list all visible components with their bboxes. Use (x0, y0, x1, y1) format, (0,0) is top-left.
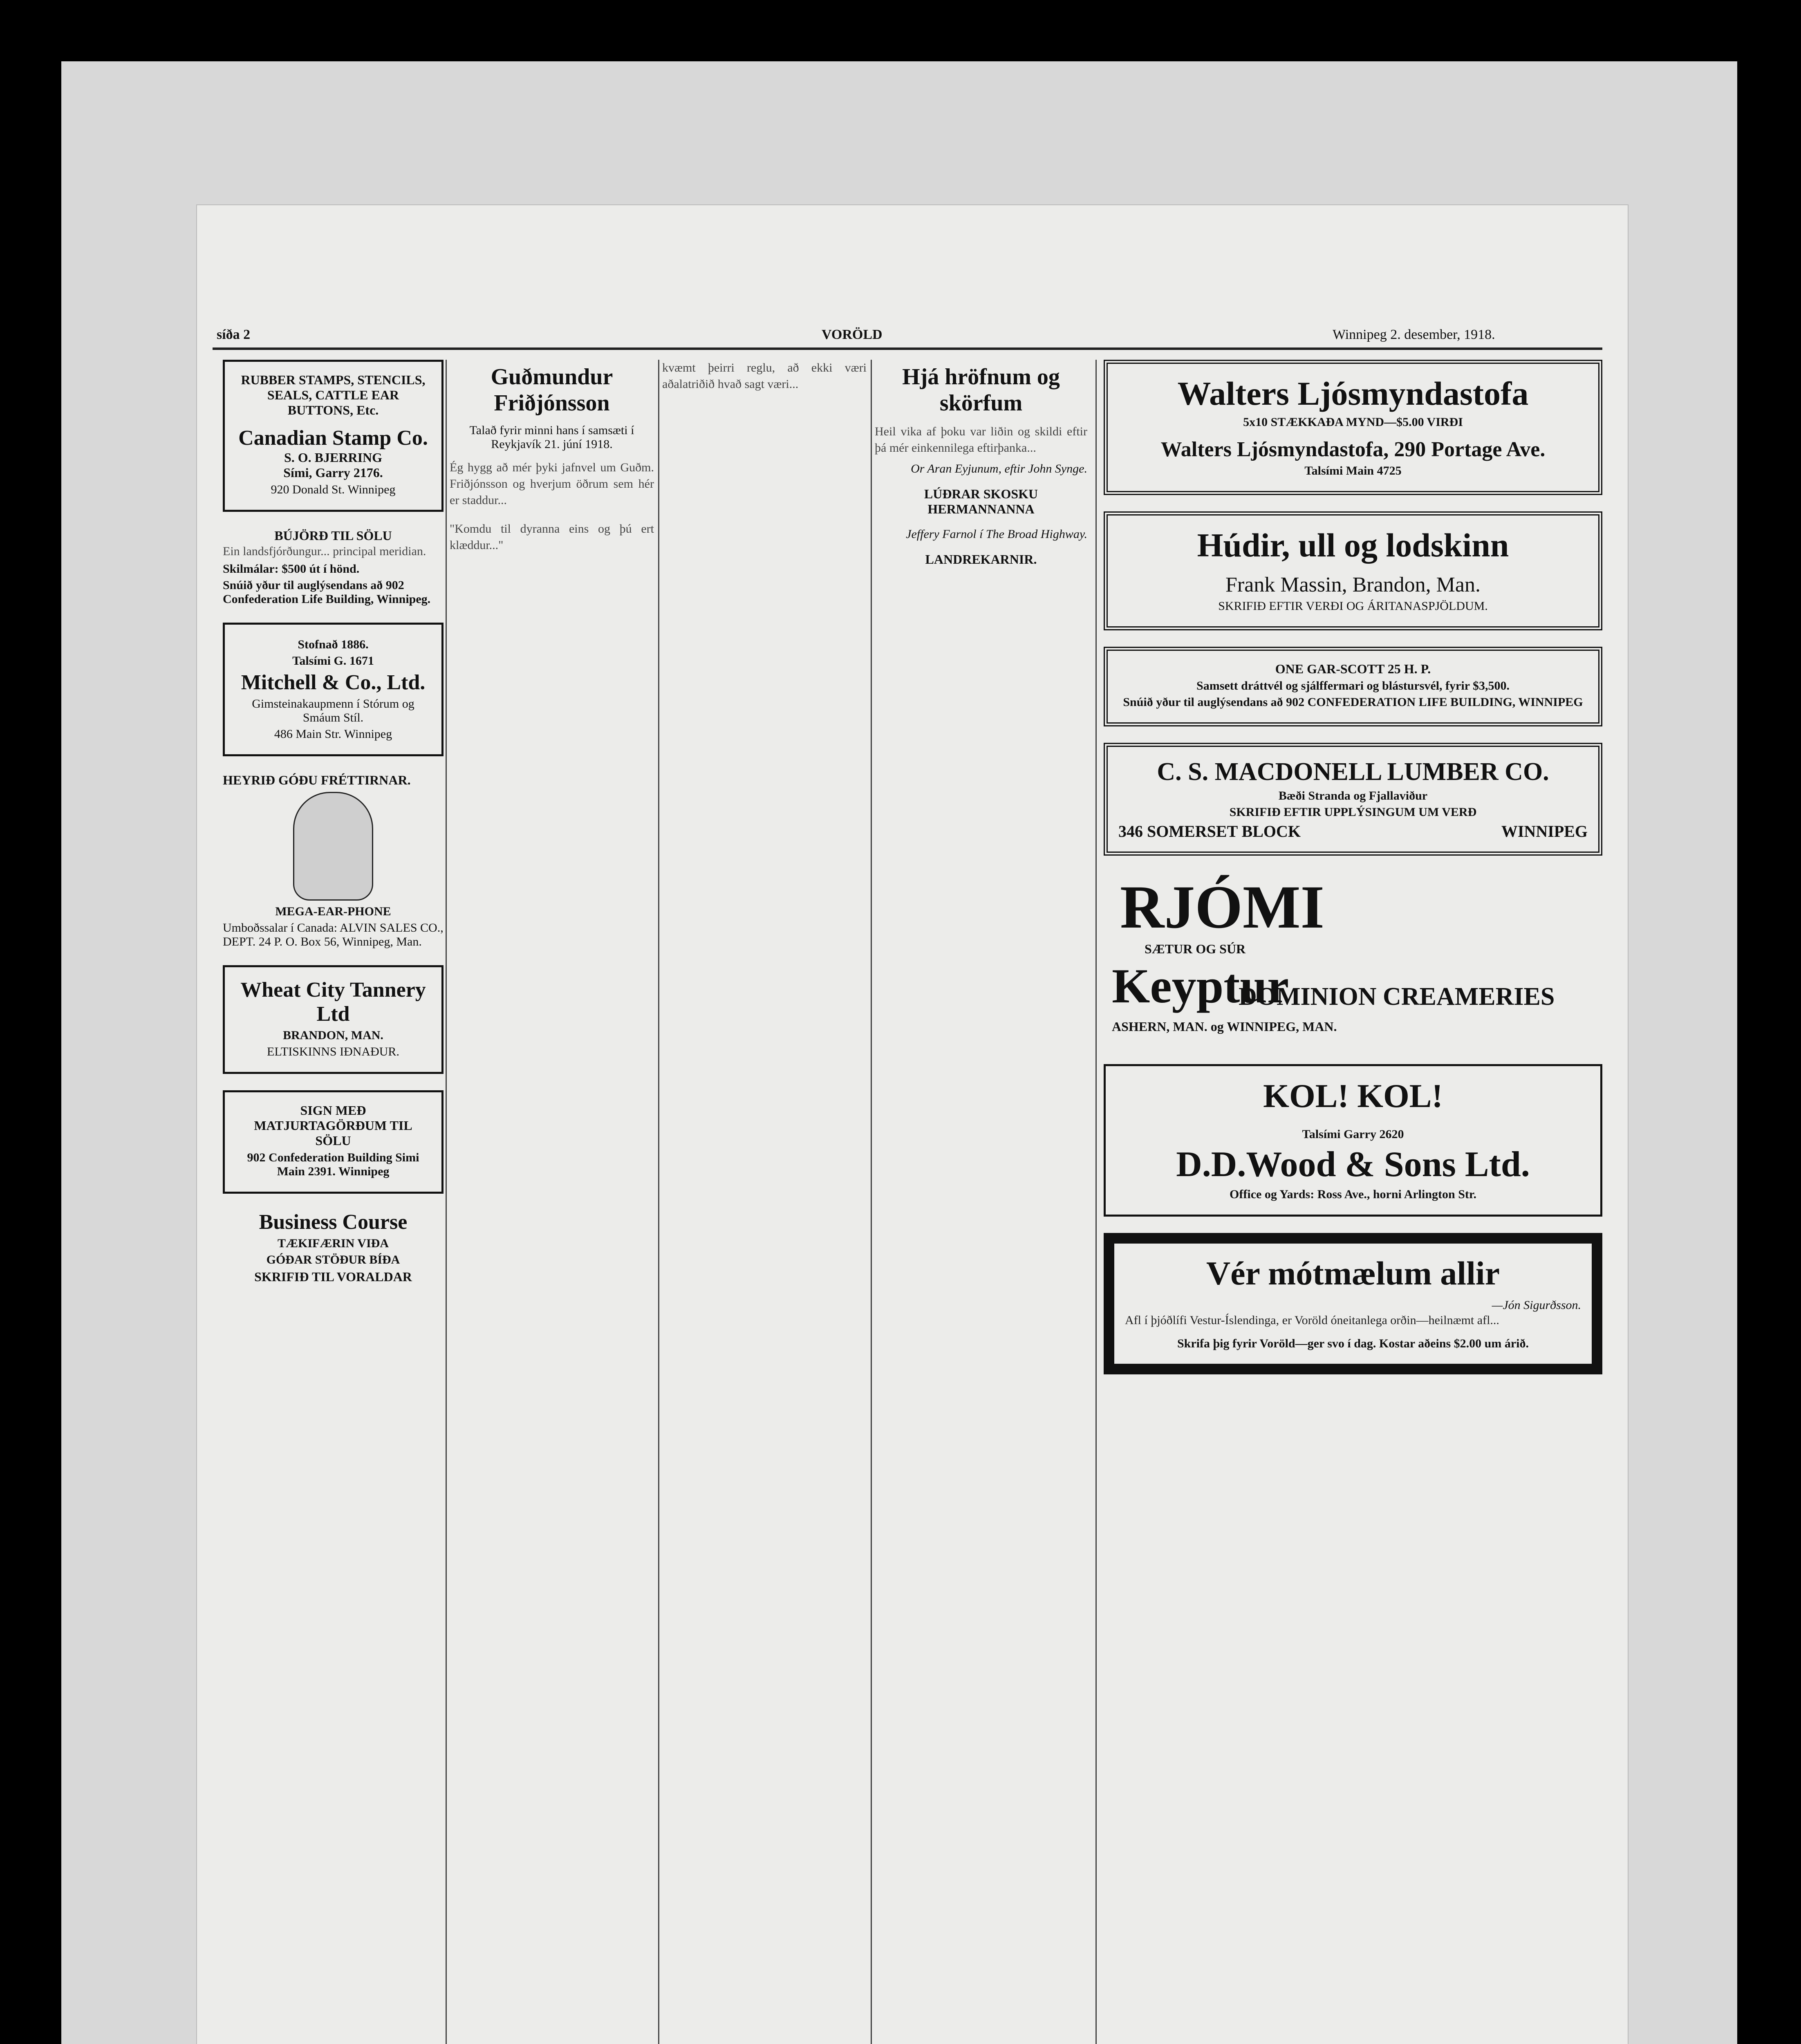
article3-text: Heil vika af þoku var liðin og skildi eftir þá mér einkennilega eftirþanka... (875, 425, 1087, 455)
kol-company: D.D.Wood & Sons Ltd. (1176, 1145, 1530, 1184)
tannery-sub: ELTISKINNS IÐNAÐUR. (267, 1045, 399, 1058)
mitchell-ad (223, 623, 444, 756)
column-rule (871, 360, 872, 2044)
article-column-1 (450, 360, 654, 2044)
hearing-title: HEYRIÐ GÓÐU FRÉTTIRNAR. (223, 773, 411, 787)
business-ad (223, 1210, 444, 1284)
business-line3: SKRIFIÐ TIL VORALDAR (254, 1269, 412, 1284)
column-rule (658, 360, 659, 2044)
article-column-2 (662, 360, 867, 2044)
stamp-ad (223, 360, 444, 512)
mitchell-address: 486 Main Str. Winnipeg (274, 727, 392, 741)
garscott-contact: Snúið yður til auglýsendans að 902 CONFEDERATION LIFE BUILDING, WINNIPEG (1123, 695, 1583, 709)
kol-ad (1104, 1064, 1602, 1217)
hearing-agents: Umboðssalar í Canada: ALVIN SALES CO., DEPT. 24 P. O. Box 56, Winnipeg, Man. (223, 921, 444, 948)
article3-heading3: LANDREKARNIR. (925, 552, 1037, 567)
stamp-ad-address: 920 Donald St. Winnipeg (271, 483, 396, 496)
bujord-contact: Snúið yður til auglýsendans að 902 Confederation Life Building, Winnipeg. (223, 578, 431, 606)
motmaelum-author: —Jón Sigurðsson. (1492, 1298, 1581, 1312)
lumber-sub: Bæði Stranda og Fjallaviður (1278, 789, 1428, 802)
article1-text: Ég hygg að mér þyki jafnvel um Guðm. Friðjónsson og hverjum öðrum sem hér er staddur... (450, 461, 654, 507)
motmaelum-title: Vér mótmælum allir (1206, 1255, 1500, 1292)
lumber-address: 346 SOMERSET BLOCK (1118, 822, 1301, 840)
masthead-rule (213, 347, 1602, 350)
tannery-ad (223, 965, 444, 1074)
hudir-title: Húdir, ull og lodskinn (1197, 527, 1509, 564)
creamery-word1: RJÓMI (1120, 873, 1324, 941)
mitchell-trade: Gimsteinakaupmenn í Stórum og Smáum Stíl. (252, 697, 414, 724)
walters-phone: Talsími Main 4725 (1304, 464, 1402, 477)
article2-text: kvæmt þeirri reglu, að ekki væri aðalatriðið hvað sagt væri... (662, 361, 867, 391)
business-line2: GÓÐAR STÖÐUR BÍÐA (266, 1253, 400, 1266)
stamp-ad-title: RUBBER STAMPS, STENCILS, SEALS, CATTLE EAR BUTTONS, Etc. (241, 372, 426, 417)
lumber-title: C. S. MACDONELL LUMBER CO. (1157, 758, 1549, 786)
hudir-name: Frank Massin, Brandon, Man. (1225, 573, 1481, 596)
mitchell-phone: Talsími G. 1671 (292, 654, 374, 668)
mitchell-est: Stofnað 1886. (298, 638, 369, 651)
hearing-ad (223, 773, 444, 949)
motmaelum-text: Afl í þjóðlífi Vestur-Íslendinga, er Voröld óneitanlega orðin—heilnæmt afl... (1125, 1313, 1499, 1327)
kol-office: Office og Yards: Ross Ave., horni Arlington Str. (1230, 1188, 1476, 1201)
article3-credit: Or Aran Eyjunum, eftir John Synge. (911, 462, 1087, 475)
garscott-text: Samsett dráttvél og sjálffermari og blástursvél, fyrir $3,500. (1196, 679, 1510, 693)
article1-title: Guðmundur Friðjónsson (491, 364, 613, 416)
garscott-title: ONE GAR-SCOTT 25 H. P. (1275, 661, 1431, 676)
matjurta-title: SIGN MEÐ MATJURTAGÖRÐUM TIL SÖLU (254, 1103, 412, 1148)
column-rule (446, 360, 447, 2044)
column-rule (1095, 360, 1097, 2044)
matjurta-phone: 902 Confederation Building Simi Main 2391. Winnipeg (247, 1151, 419, 1178)
face-illustration (293, 792, 373, 901)
masthead-date: Winnipeg 2. desember, 1918. (1333, 327, 1495, 342)
right-ad-column (1104, 360, 1602, 2044)
bujord-title: BÚJÖRÐ TIL SÖLU (274, 528, 392, 543)
bujord-text: Ein landsfjórðungur... principal meridian. (223, 545, 426, 558)
creamery-middle: SÆTUR OG SÚR (1145, 941, 1246, 956)
kol-phone: Talsími Garry 2620 (1302, 1127, 1404, 1141)
article3-title: Hjá hröfnum og skörfum (902, 364, 1060, 416)
lumber-line: SKRIFIÐ EFTIR UPPLÝSINGUM UM VERÐ (1229, 805, 1477, 819)
business-line1: TÆKIFÆRIN VIÐA (278, 1237, 389, 1250)
stamp-ad-agent: S. O. BJERRING (284, 450, 383, 465)
walters-title: Walters Ljósmyndastofa (1177, 375, 1529, 412)
business-title: Business Course (259, 1210, 408, 1234)
stamp-ad-company: Canadian Stamp Co. (238, 426, 428, 450)
walters-ad (1104, 360, 1602, 495)
stamp-ad-phone: Sími, Garry 2176. (283, 465, 383, 480)
hudir-sub: SKRIFIÐ EFTIR VERÐI OG ÁRITANASPJÖLDUM. (1218, 599, 1488, 613)
bujord-price: Skilmálar: $500 út í hönd. (223, 562, 360, 576)
walters-address: Walters Ljósmyndastofa, 290 Portage Ave. (1160, 438, 1546, 461)
left-ad-column (223, 360, 444, 2044)
hudir-ad (1104, 511, 1602, 630)
page-number: síða 2 (217, 327, 251, 342)
tannery-name: Wheat City Tannery Ltd (240, 978, 426, 1026)
article1-quote: "Komdu til dyranna eins og þú ert klæddur..." (450, 522, 654, 552)
article-column-3 (875, 360, 1087, 2044)
motmaelum-closing: Skrifa þig fyrir Voröld—ger svo í dag. Kostar aðeins $2.00 um árið. (1177, 1337, 1529, 1350)
article3-credit2: Jeffery Farnol í The Broad Highway. (906, 527, 1087, 541)
creamery-word2: Keyptur (1112, 959, 1289, 1013)
mitchell-name: Mitchell & Co., Ltd. (241, 671, 426, 694)
creamery-ad (1104, 872, 1602, 1048)
tannery-place: BRANDON, MAN. (283, 1029, 383, 1042)
matjurta-ad (223, 1090, 444, 1194)
bujord-ad (223, 528, 444, 606)
garscott-ad (1104, 647, 1602, 726)
masthead-title: VORÖLD (822, 327, 883, 342)
motmaelum-ad (1104, 1233, 1602, 1374)
lumber-ad (1104, 743, 1602, 856)
lumber-city: WINNIPEG (1501, 822, 1588, 840)
article1-subtitle: Talað fyrir minni hans í samsæti í Reykjavík 21. júní 1918. (469, 424, 634, 451)
hearing-caption: MEGA-EAR-PHONE (275, 905, 391, 918)
walters-offer: 5x10 STÆKKAÐA MYND—$5.00 VIRÐI (1243, 415, 1463, 429)
article3-heading2: LÚÐRAR SKOSKU HERMANNANNA (924, 486, 1038, 516)
kol-title: KOL! KOL! (1263, 1077, 1443, 1114)
creamery-places: ASHERN, MAN. og WINNIPEG, MAN. (1112, 1019, 1337, 1034)
creamery-company: DOMINION CREAMERIES (1239, 983, 1555, 1011)
